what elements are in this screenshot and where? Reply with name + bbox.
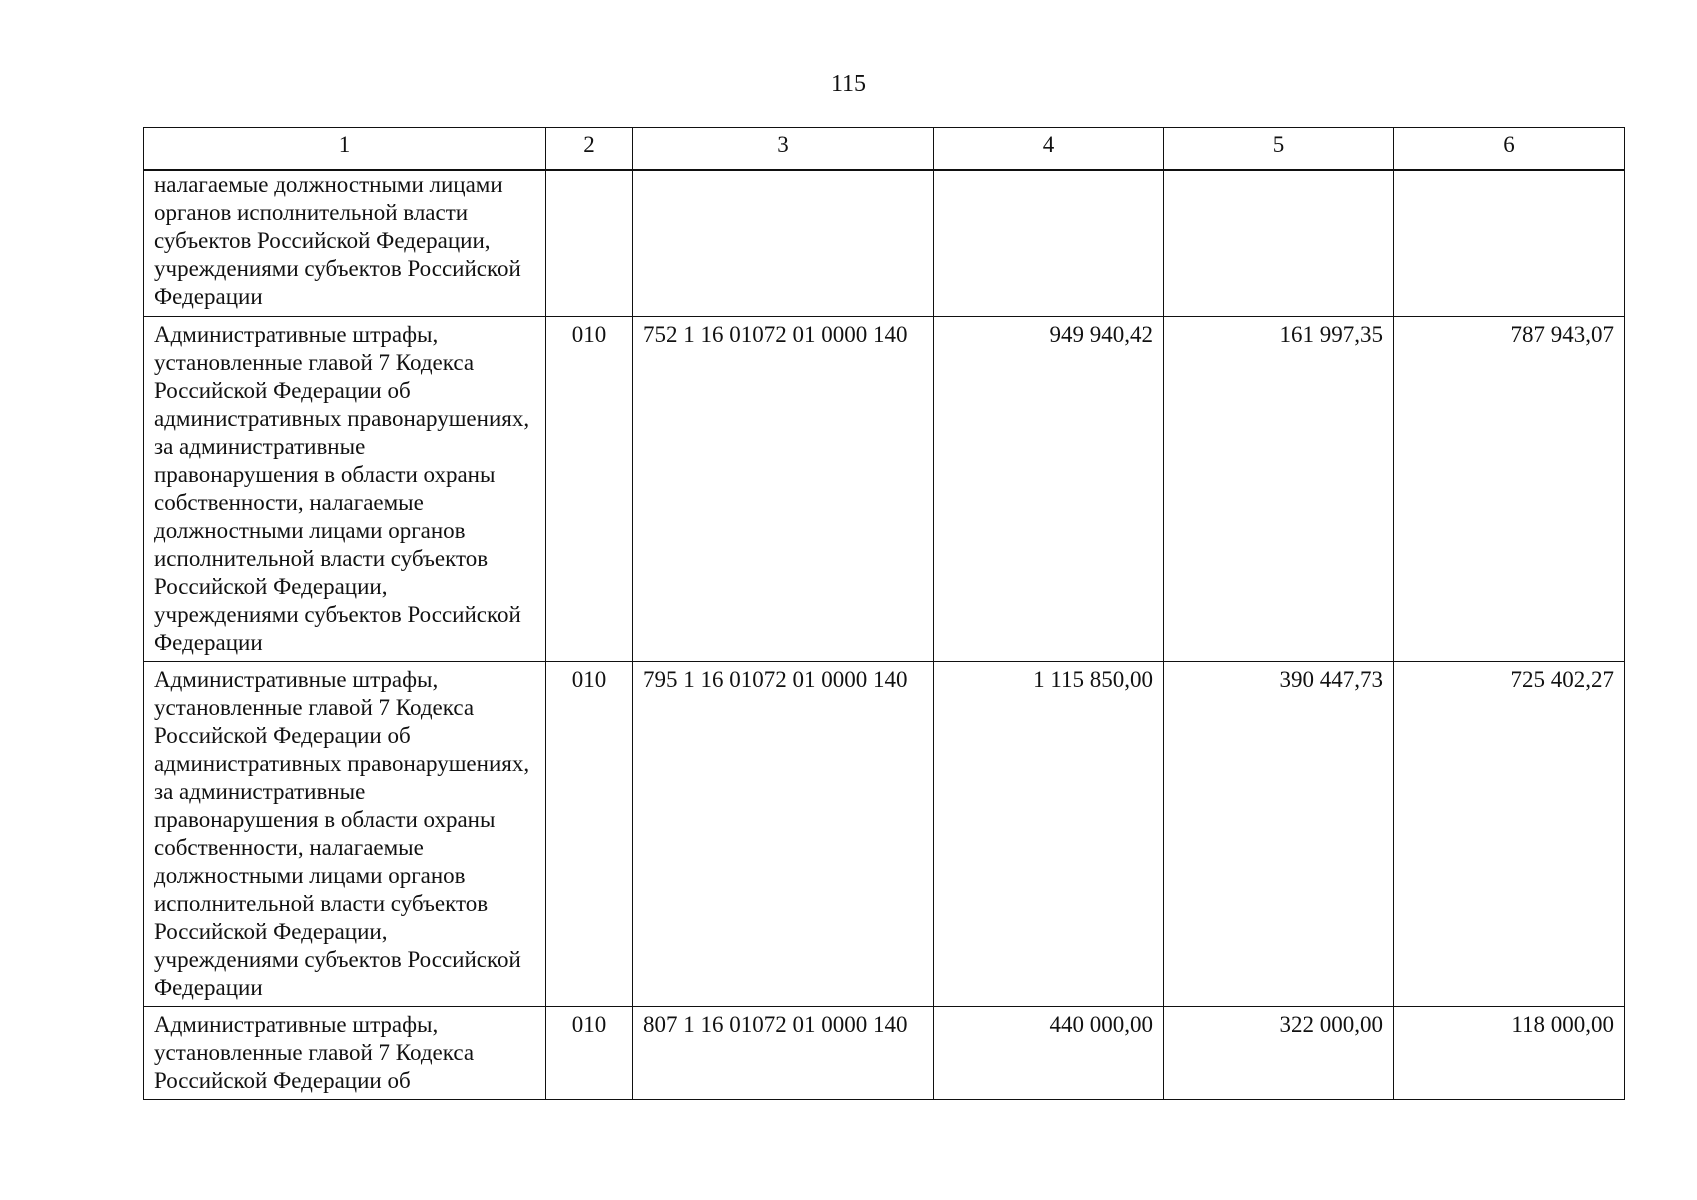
column-header-2: 2 [546,128,633,171]
column-header-1: 1 [144,128,546,171]
description-cell: налагаемые должностными лицами органов исполнительной власти субъектов Российской Федерации, учреждениями субъектов Российской Федерации [144,170,546,316]
table-row [144,1006,1625,1099]
table-row [144,170,1625,316]
report-table [143,127,1625,1100]
approved-cell: 949 940,42 [934,316,1164,661]
code-cell [546,170,633,316]
approved-cell [934,170,1164,316]
unexecuted-cell: 118 000,00 [1394,1006,1625,1099]
kbk-cell [633,170,934,316]
kbk-cell: 795 1 16 01072 01 0000 140 [633,661,934,1006]
code-cell: 010 [546,316,633,661]
executed-cell: 322 000,00 [1164,1006,1394,1099]
executed-cell: 161 997,35 [1164,316,1394,661]
column-header-3: 3 [633,128,934,171]
unexecuted-cell: 787 943,07 [1394,316,1625,661]
executed-cell: 390 447,73 [1164,661,1394,1006]
code-cell: 010 [546,1006,633,1099]
description-cell: Административные штрафы, установленные главой 7 Кодекса Российской Федерации об административных правонарушениях, за административные правонарушения в области охраны собственности, налагаемые должностными лицами органов исполнительной власти субъектов Российской Федерации, учреждениями субъектов Российской Федерации [144,661,546,1006]
header-row [144,128,1625,171]
column-header-5: 5 [1164,128,1394,171]
column-header-6: 6 [1394,128,1625,171]
table-body [144,170,1625,1099]
description-cell: Административные штрафы, установленные главой 7 Кодекса Российской Федерации об [144,1006,546,1099]
executed-cell [1164,170,1394,316]
approved-cell: 1 115 850,00 [934,661,1164,1006]
approved-cell: 440 000,00 [934,1006,1164,1099]
kbk-cell: 807 1 16 01072 01 0000 140 [633,1006,934,1099]
unexecuted-cell [1394,170,1625,316]
code-cell: 010 [546,661,633,1006]
table-row [144,661,1625,1006]
page-number: 115 [830,71,867,97]
unexecuted-cell: 725 402,27 [1394,661,1625,1006]
table-header [144,128,1625,171]
kbk-cell: 752 1 16 01072 01 0000 140 [633,316,934,661]
column-header-4: 4 [934,128,1164,171]
description-cell: Административные штрафы, установленные главой 7 Кодекса Российской Федерации об административных правонарушениях, за административные правонарушения в области охраны собственности, налагаемые должностными лицами органов исполнительной власти субъектов Российской Федерации, учреждениями субъектов Российской Федерации [144,316,546,661]
table-row [144,316,1625,661]
